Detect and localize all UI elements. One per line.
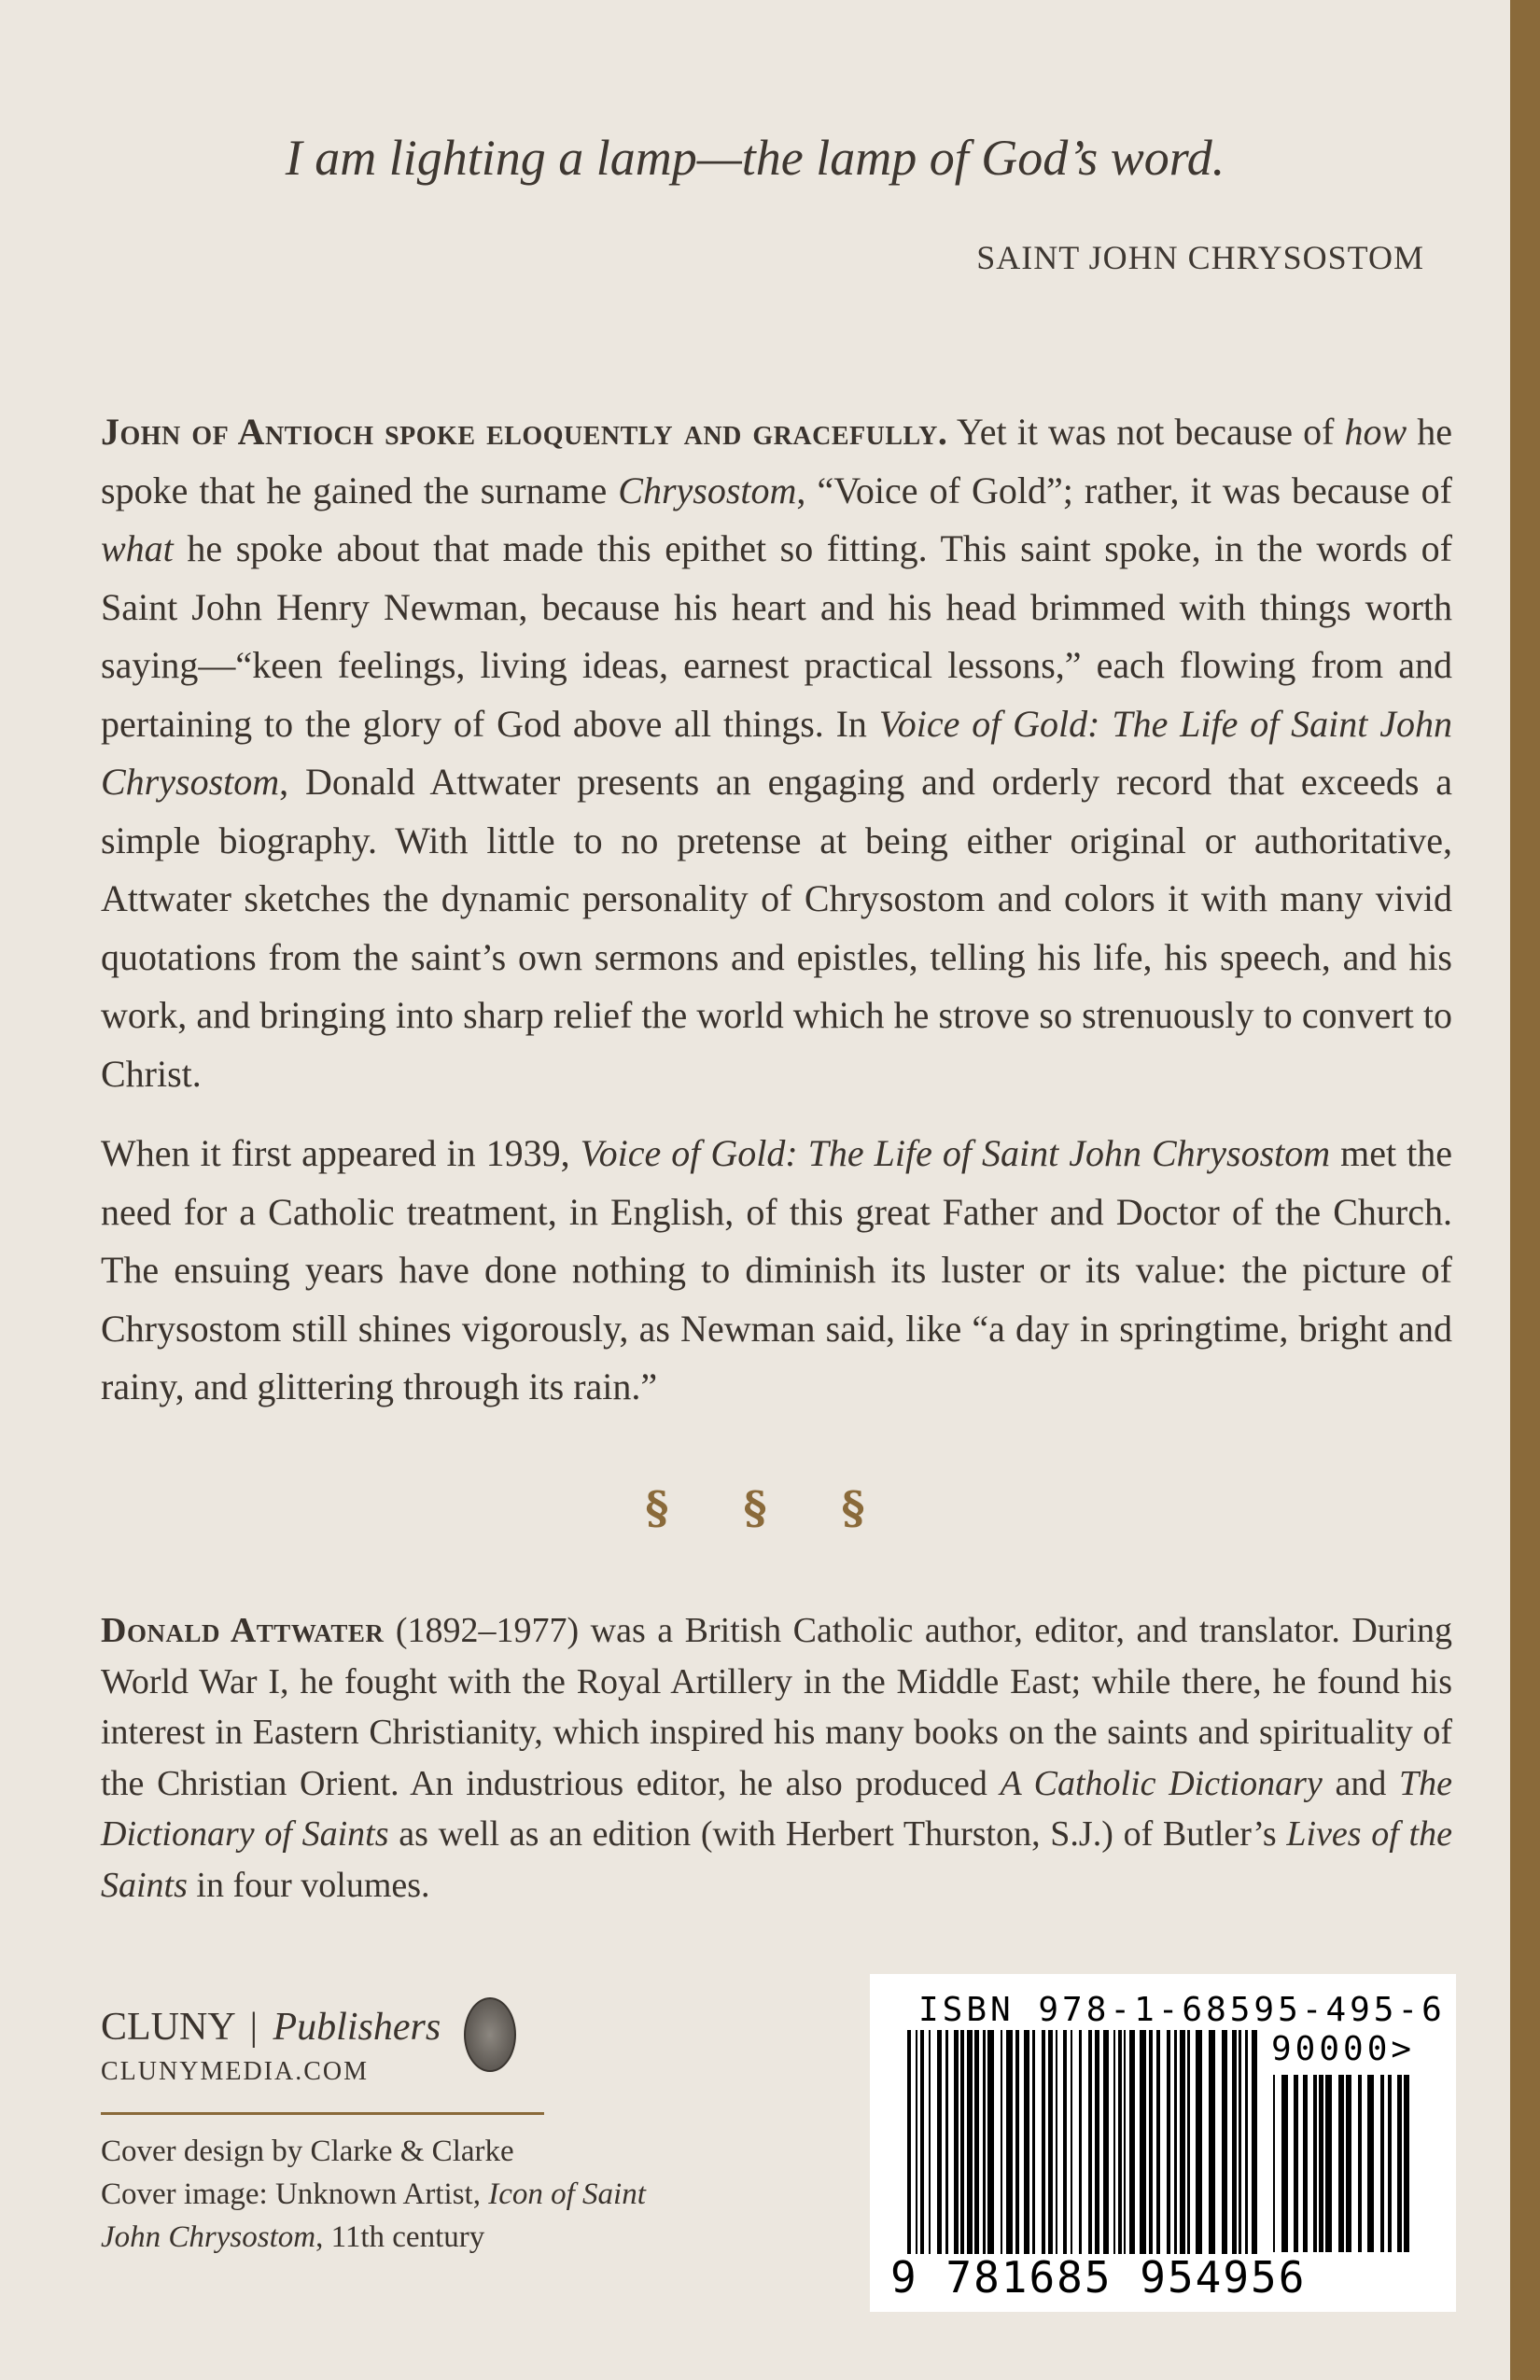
barcode-bar (987, 2030, 994, 2254)
ornament-glyph: § (841, 1482, 865, 1534)
author-bio: Donald Attwater (1892–1977) was a British Catholic author, editor, and translator. During World War I, he fought with the Royal Artillery in the Middle East; while there, he found his interest in Eastern Christianity, which inspired his many books on the saints and spirituality of the Christian Orient. An industrious editor, he also produced A Catholic Dictionary and The Dictionary of Saints as well as an edition (with Herbert Thurston, S.J.) of Butler’s Lives of the Saints in four volumes. (101, 1611, 1452, 1905)
barcode-bar (954, 2030, 959, 2254)
barcode-bar (1095, 2030, 1099, 2254)
barcode-bar (945, 2030, 948, 2254)
spine-band (1510, 0, 1540, 2380)
barcode-icon (907, 2030, 1258, 2254)
publisher-name: CLUNY | Publishers (101, 2006, 441, 2049)
barcode-bar (920, 2030, 924, 2254)
barcode-bar (1187, 2030, 1190, 2254)
barcode-bar (1209, 2030, 1215, 2254)
barcode-bar (1015, 2030, 1019, 2254)
publisher-url: CLUNYMEDIA.COM (101, 2057, 369, 2086)
section-ornament (0, 1482, 1510, 1534)
barcode-bar (1281, 2075, 1288, 2252)
barcode-bar (1140, 2030, 1146, 2254)
barcode-bar (1273, 2075, 1275, 2252)
author-name: Donald Attwater (101, 1611, 385, 1650)
barcode-bar (1156, 2030, 1160, 2254)
barcode-bar (1358, 2075, 1362, 2252)
barcode-bar (1252, 2030, 1257, 2254)
publisher-divider (101, 2112, 544, 2115)
barcode-bar (1042, 2030, 1045, 2254)
barcode-bar (1063, 2030, 1067, 2254)
epigraph-author: SAINT JOHN CHRYSOSTOM (976, 239, 1424, 276)
barcode-bar (1032, 2030, 1035, 2254)
barcode-bar (1103, 2030, 1109, 2254)
barcode-bar (1346, 2075, 1351, 2252)
barcode-bar (1113, 2030, 1115, 2254)
barcode-bar (1397, 2075, 1402, 2252)
barcode-bar (1056, 2030, 1057, 2254)
barcode-bar (1149, 2030, 1153, 2254)
barcode-bar (1024, 2030, 1029, 2254)
barcode-bar (1388, 2075, 1392, 2252)
barcode-bar (1071, 2030, 1072, 2254)
barcode-bar (1196, 2030, 1202, 2254)
barcode-bar (1129, 2030, 1135, 2254)
barcode-bar (1367, 2075, 1374, 2252)
isbn-label: ISBN 978-1-68595-495-6 (918, 1991, 1446, 2029)
barcode-bar (1174, 2030, 1177, 2254)
barcode-bar (907, 2030, 911, 2254)
barcode-bar (1124, 2030, 1126, 2254)
barcode-bar (1180, 2030, 1185, 2254)
barcode-bar (1404, 2075, 1409, 2252)
barcode-bar (960, 2030, 964, 2254)
barcode-bar (916, 2030, 917, 2254)
barcode-bar (1232, 2030, 1237, 2254)
ornament-glyph: § (645, 1482, 669, 1534)
publisher-block (101, 2005, 441, 2087)
barcode-bar (1313, 2075, 1317, 2252)
barcode-bar (929, 2030, 931, 2254)
design-credit: Cover design by Clarke & Clarke (101, 2135, 514, 2168)
barcode-bar (1319, 2075, 1323, 2252)
price-code: 90000> (1271, 2030, 1416, 2068)
barcode-bar (1239, 2030, 1241, 2254)
barcode-bar (1380, 2075, 1384, 2252)
barcode-bar (1088, 2030, 1092, 2254)
barcode-bar (1338, 2075, 1344, 2252)
image-credit: Cover image: Unknown Artist, Icon of Saint John Chrysostom, 11th century (101, 2177, 646, 2254)
barcode-bar (1079, 2030, 1082, 2254)
barcode-bar (1006, 2030, 1013, 2254)
barcode-bar (1245, 2030, 1248, 2254)
barcode-addon-icon (1273, 2075, 1413, 2252)
chalice-seal-icon (464, 1997, 516, 2072)
lead-in: John of Antioch spoke eloquently and gracefully. (101, 411, 948, 453)
barcode-bar (1048, 2030, 1053, 2254)
barcode-bar (983, 2030, 986, 2254)
barcode-bar (1167, 2030, 1170, 2254)
description-paragraph-1: John of Antioch spoke eloquently and gracefully. Yet it was not because of how he spoke that he gained the surname Chrysostom, “Voice of Gold”; rather, it was because of what he spoke about that made this epithet so fitting. This saint spoke, in the words of Saint John Henry Newman, because his heart and his head brimmed with things worth saying—“keen feelings, living ideas, earnest practical lessons,” each flowing from and pertaining to the glory of God above all things. In Voice of Gold: The Life of Saint John Chrysostom, Donald Attwater presents an engaging and orderly record that exceeds a simple biography. With little to no pretense at being either original or authoritative, Attwater sketches the dynamic personality of Chrysostom and colors it with many vivid quotations from the saint’s own sermons and epistles, telling his life, his speech, and his work, and bringing into sharp relief the world which he strove so strenuously to convert to Christ. (101, 411, 1453, 1095)
barcode-bar (1303, 2075, 1308, 2252)
barcode-digits: 9 781685 954956 (890, 2252, 1307, 2303)
ornament-glyph: § (743, 1482, 767, 1534)
barcode-bar (974, 2030, 979, 2254)
barcode-bar (1294, 2075, 1298, 2252)
barcode-bar (1222, 2030, 1227, 2254)
barcode-bar (967, 2030, 973, 2254)
barcode-bar (1001, 2030, 1002, 2254)
barcode-bar (1118, 2030, 1122, 2254)
barcode-panel (870, 1974, 1456, 2312)
epigraph-quote: I am lighting a lamp—the lamp of God’s word. (285, 130, 1225, 186)
barcode-bar (937, 2030, 942, 2254)
cover-credits (101, 2130, 661, 2259)
description-paragraph-2: When it first appeared in 1939, Voice of Gold: The Life of Saint John Chrysostom met the need for a Catholic treatment, in English, of this great Father and Doctor of the Church. The ensuing years have done nothing to diminish its luster or its value: the picture of Chrysostom still shines vigorously, as Newman said, like “a day in springtime, bright and rainy, and glittering through its rain.” (101, 1132, 1452, 1407)
barcode-bar (1325, 2075, 1332, 2252)
